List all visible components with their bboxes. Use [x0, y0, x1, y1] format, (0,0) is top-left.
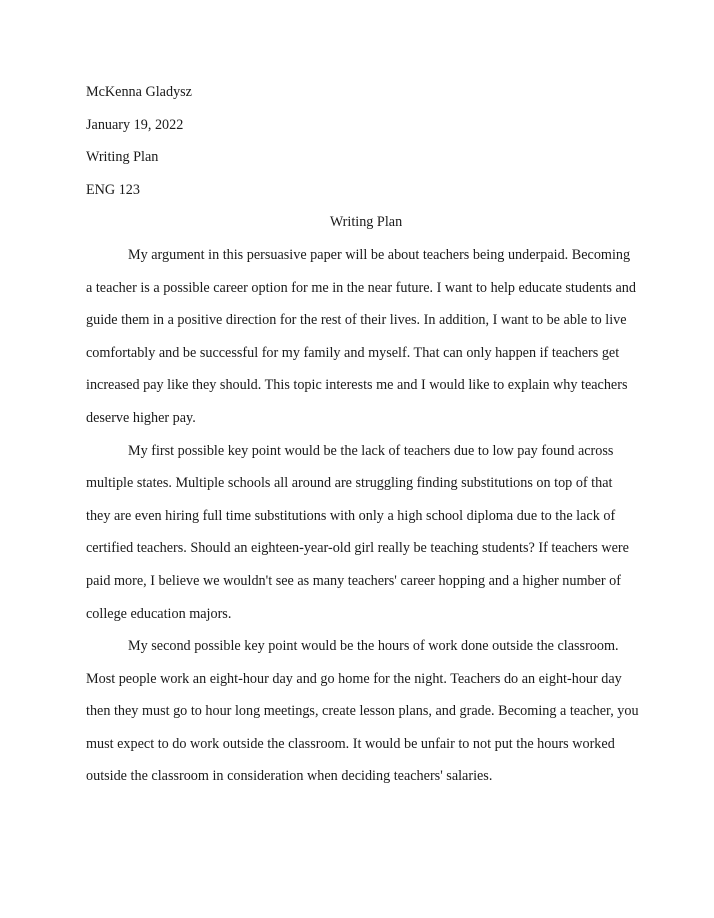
paragraph-key-point-2 [86, 630, 646, 793]
paragraph-line: then they must go to hour long meetings, create lesson plans, and grade. Becoming a teacher, you [86, 703, 639, 720]
paragraph-key-point-1 [86, 435, 646, 631]
paragraph-line: My first possible key point would be the lack of teachers due to low pay found across [128, 442, 614, 459]
paragraph-line: My second possible key point would be the hours of work done outside the classroom. [128, 638, 619, 655]
paragraph-line: deserve higher pay. [86, 409, 196, 426]
assignment-name: Writing Plan [86, 149, 159, 166]
document-title: Writing Plan [329, 214, 403, 231]
paragraph-intro [86, 239, 646, 435]
author-name: McKenna Gladysz [86, 84, 192, 100]
paragraph-line: college education majors. [86, 605, 232, 622]
paragraph-line: multiple states. Multiple schools all around are struggling finding substitutions on top of that [86, 475, 613, 492]
paragraph-line: must expect to do work outside the classroom. It would be unfair to not put the hours worked [86, 735, 615, 752]
paragraph-line: certified teachers. Should an eighteen-year-old girl really be teaching students? If teachers were [86, 540, 629, 557]
paragraph-line: paid more, I believe we wouldn't see as many teachers' career hopping and a higher number of [86, 572, 621, 589]
paragraph-line: increased pay like they should. This topic interests me and I would like to explain why teachers [86, 377, 628, 394]
paragraph-line: they are even hiring full time substitutions with only a high school diploma due to the lack of [86, 507, 616, 524]
paragraph-line: Most people work an eight-hour day and go home for the night. Teachers do an eight-hour day [86, 670, 622, 687]
paragraph-line: outside the classroom in consideration when deciding teachers' salaries. [86, 768, 493, 785]
course-code: ENG 123 [86, 181, 140, 198]
paragraph-line: a teacher is a possible career option for me in the near future. I want to help educate students and [86, 279, 636, 296]
paragraph-line: comfortably and be successful for my family and myself. That can only happen if teachers get [86, 344, 620, 361]
document-date: January 19, 2022 [86, 116, 184, 133]
paragraph-line: My argument in this persuasive paper will be about teachers being underpaid. Becoming [128, 246, 631, 263]
document-body [86, 76, 646, 793]
paragraph-line: guide them in a positive direction for the rest of their lives. In addition, I want to be able to live [86, 312, 627, 329]
